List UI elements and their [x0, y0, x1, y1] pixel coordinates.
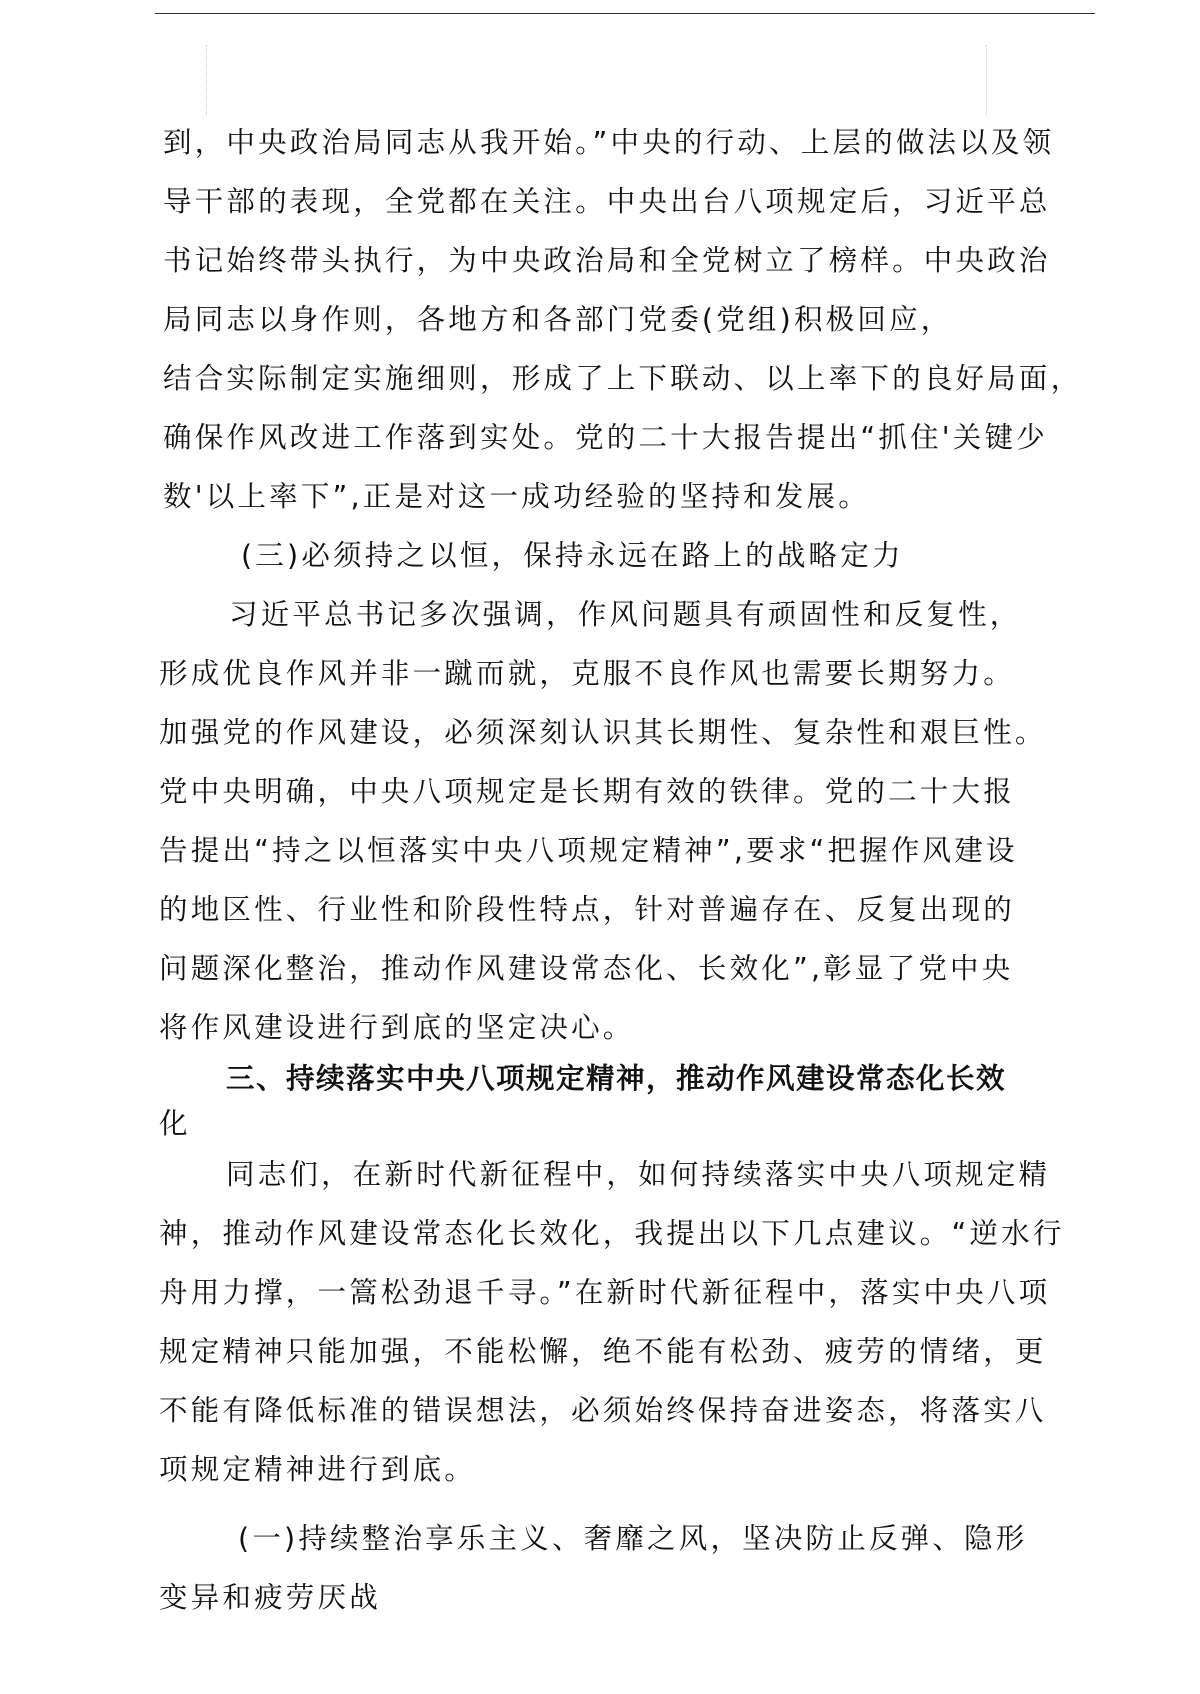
body-line-19: 同志们，在新时代新征程中，如何持续落实中央八项规定精: [226, 1158, 1051, 1191]
body-line-9: 习近平总书记多次强调，作风问题具有顽固性和反复性，: [229, 598, 1022, 631]
subheading-3: (三)必须持之以恒，保持永远在路上的战略定力: [241, 539, 904, 572]
body-line-16: 将作风建设进行到底的坚定决心。: [159, 1011, 635, 1044]
left-margin-mark: [206, 45, 207, 115]
section-heading-3: 三、持续落实中央八项规定精神，推动作风建设常态化长效: [226, 1062, 1007, 1095]
subheading-1: (一)持续整治享乐主义、奢靡之风，坚决防止反弹、隐形: [238, 1522, 1028, 1555]
section-heading-3-cont: 化: [159, 1107, 191, 1140]
body-line-12: 党中央明确，中央八项规定是长期有效的铁律。党的二十大报: [159, 775, 1015, 808]
body-line-6: 确保作风改进工作落到实处。党的二十大报告提出“抓住'关键少: [163, 421, 1048, 454]
body-line-15: 问题深化整治，推动作风建设常态化、长效化”,彰显了党中央: [159, 952, 1014, 985]
body-line-23: 不能有降低标准的错误想法，必须始终保持奋进姿态，将落实八: [159, 1394, 1047, 1427]
body-line-10: 形成优良作风并非一蹴而就，克服不良作风也需要长期努力。: [159, 657, 1015, 690]
body-line-13: 告提出“持之以恒落实中央八项规定精神”,要求“把握作风建设: [159, 834, 1018, 867]
body-line-22: 规定精神只能加强，不能松懈，绝不能有松劲、疲劳的情绪，更: [159, 1335, 1047, 1368]
body-line-3: 书记始终带头执行，为中央政治局和全党树立了榜样。中央政治: [163, 244, 1051, 277]
body-line-14: 的地区性、行业性和阶段性特点，针对普遍存在、反复出现的: [159, 893, 1015, 926]
body-line-4: 局同志以身作则，各地方和各部门党委(党组)积极回应，: [163, 303, 953, 336]
right-margin-mark: [986, 45, 987, 115]
body-line-21: 舟用力撑，一篙松劲退千寻。”在新时代新征程中，落实中央八项: [159, 1276, 1051, 1309]
subheading-1-cont: 变异和疲劳厌战: [159, 1581, 381, 1614]
body-line-20: 神，推动作风建设常态化长效化，我提出以下几点建议。“逆水行: [159, 1217, 1065, 1250]
body-line-5: 结合实际制定实施细则，形成了上下联动、以上率下的良好局面，: [163, 362, 1083, 395]
header-rule: [155, 13, 1095, 14]
body-line-7: 数'以上率下”,正是对这一成功经验的坚持和发展。: [163, 480, 870, 513]
body-line-1: 到，中央政治局同志从我开始。”中央的行动、上层的做法以及领: [163, 126, 1055, 159]
body-line-2: 导干部的表现，全党都在关注。中央出台八项规定后，习近平总: [163, 185, 1051, 218]
body-line-11: 加强党的作风建设，必须深刻认识其长期性、复杂性和艰巨性。: [159, 716, 1047, 749]
body-line-24: 项规定精神进行到底。: [159, 1453, 477, 1486]
